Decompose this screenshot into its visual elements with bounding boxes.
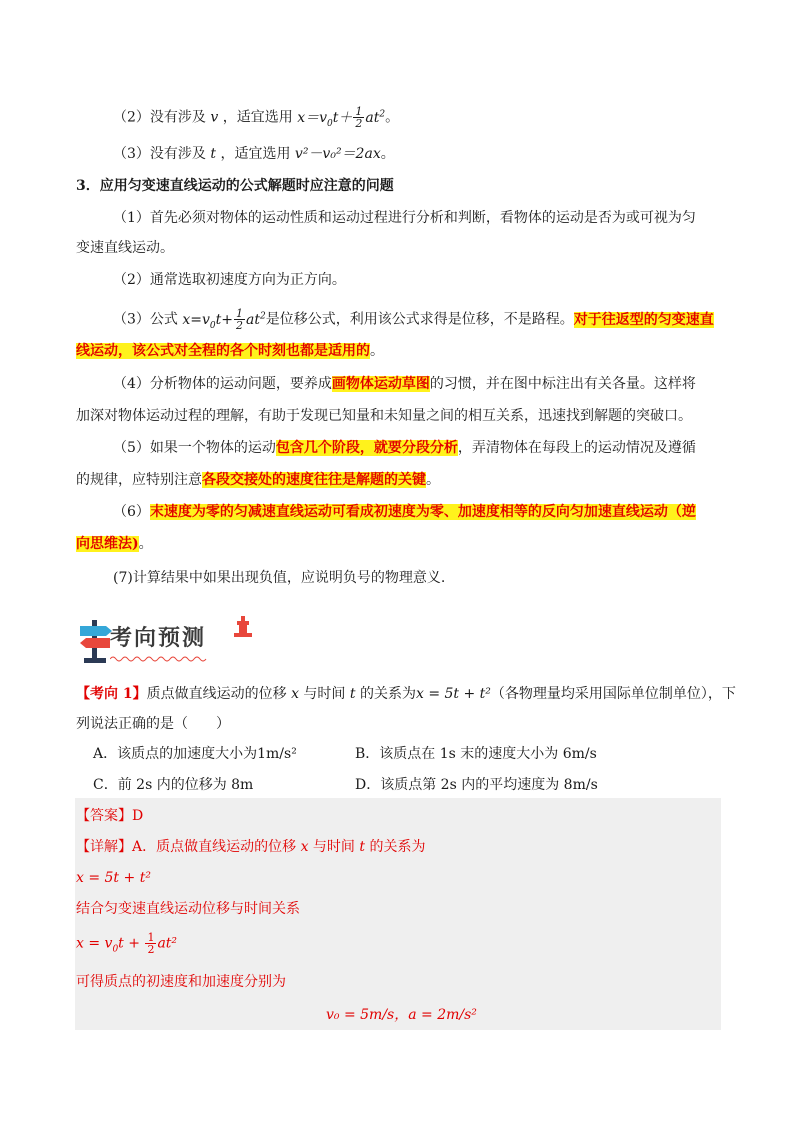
- fraction: $\frac{1}{2}$: [355, 105, 363, 131]
- question-stem-line2: 列说法正确的是（ ）: [76, 716, 230, 732]
- answer-label: 【答案】: [76, 808, 132, 824]
- item-2-end: 。: [385, 109, 400, 126]
- item-3-var: t: [210, 146, 216, 162]
- question-formula: x = 5t + t²: [415, 686, 491, 702]
- banner-title: 考向预测: [110, 626, 207, 651]
- note-5-line2: 的规律，应特别注意各段交接处的速度往往是解题的关键。: [76, 472, 440, 488]
- note-4-line2: 加深对物体运动过程的理解，有助于发现已知量和未知量之间的相互关系，迅速找到解题的突破口。: [76, 408, 692, 424]
- equation-2: $x = v_0t$ + $\frac{1}{2}$ at²: [76, 931, 178, 956]
- item-2-mid: ，适宜选用: [218, 109, 298, 126]
- question-stem-line1: 【考向 1】质点做直线运动的位移 x 与时间 t 的关系为x = 5t + t²（各物理量均采用国际单位制单位），下: [76, 686, 736, 702]
- detail-line: 【详解】A．质点做直线运动的位移 x 与时间 t 的关系为: [76, 839, 426, 855]
- detail-label: 【详解】: [76, 839, 132, 855]
- answer-value: D: [132, 808, 144, 824]
- note-7: (7)计算结果中如果出现负值，应说明负号的物理意义.: [113, 570, 446, 586]
- highlight-text: 末速度为零的匀减速直线运动可看成初速度为零、加速度相等的反向匀加速直线运动（逆: [149, 504, 696, 520]
- note-1-line2: 变速直线运动。: [76, 240, 174, 256]
- item-3-mid: ，适宜选用: [216, 146, 295, 162]
- wavy-underline: [110, 655, 210, 663]
- item-2-formula: $x=v_0t+$ $\frac{1}{2}$ $at^2$: [297, 105, 386, 131]
- highlight-text: 画物体运动草图: [331, 376, 430, 392]
- highlight-text: 包含几个阶段，就要分段分析: [275, 440, 458, 456]
- note-1-line1: （1）首先必须对物体的运动性质和运动过程进行分析和判断，看物体的运动是否为或可视为匀: [113, 210, 696, 226]
- note-3-line1: （3）公式 $x=v_0t+$ $\frac{1}{2}$ $at^2$是位移公式，利用该公式求得是位移，不是路程。对于往返型的匀变速直: [113, 307, 714, 333]
- highlight-text: 对于往返型的匀变速直: [573, 311, 714, 328]
- note-3-formula: $x=v_0t+$ $\frac{1}{2}$ $at^2$: [182, 307, 266, 333]
- note-2: （2）通常选取初速度方向为正方向。: [113, 272, 346, 288]
- highlight-text: 线运动，该公式对全程的各个时刻也都是适用的: [76, 343, 370, 359]
- equation-3: v₀ = 5m/s，a = 2m/s²: [326, 1007, 477, 1023]
- note-3-line2: 线运动，该公式对全程的各个时刻也都是适用的。: [76, 343, 384, 359]
- option-d: D．该质点第 2s 内的平均速度为 8m/s: [355, 777, 598, 793]
- section-heading: 3．应用匀变速直线运动的公式解题时应注意的问题: [76, 178, 394, 194]
- item-3: [113, 144, 395, 164]
- highlight-text: 向思维法): [76, 536, 139, 552]
- answer-line: [76, 806, 143, 826]
- question-tag: 【考向 1】: [76, 686, 147, 702]
- option-a: A．该质点的加速度大小为1m/s²: [93, 746, 297, 762]
- option-c: C．前 2s 内的位移为 8m: [93, 777, 254, 793]
- note-4-line1: （4）分析物体的运动问题，要养成画物体运动草图的习惯，并在图中标注出有关各量。这样将: [113, 376, 696, 392]
- note-6-line1: （6）末速度为零的匀减速直线运动可看成初速度为零、加速度相等的反向匀加速直线运动（逆: [113, 504, 696, 520]
- item-2-var: v: [210, 109, 219, 126]
- item-3-prefix: （3）没有涉及: [113, 146, 211, 162]
- note-5-line1: （5）如果一个物体的运动包含几个阶段，就要分段分析，弄清物体在每段上的运动情况及遵循: [113, 440, 696, 456]
- highlight-text: 各段交接处的速度往往是解题的关键: [202, 472, 426, 488]
- answer-text-3: 可得质点的初速度和加速度分别为: [76, 974, 286, 990]
- equation-1: x = 5t + t²: [76, 870, 151, 886]
- item-2: [113, 104, 399, 133]
- item-2-prefix: （2）没有涉及: [113, 109, 211, 126]
- note-6-line2: 向思维法)。: [76, 536, 153, 552]
- item-3-end: 。: [380, 146, 395, 162]
- option-b: B．该质点在 1s 末的速度大小为 6m/s: [355, 746, 597, 762]
- item-3-formula: v²－v₀²＝2ax: [294, 146, 381, 162]
- tower-icon: [232, 614, 254, 640]
- answer-text-2: 结合匀变速直线运动位移与时间关系: [76, 901, 300, 917]
